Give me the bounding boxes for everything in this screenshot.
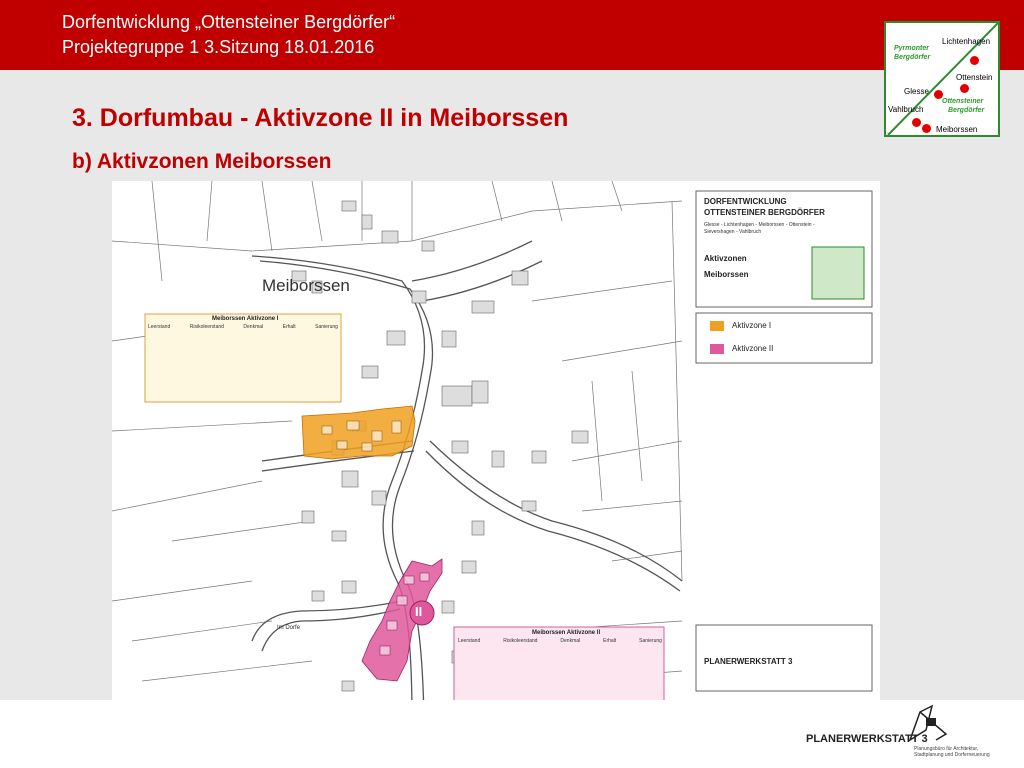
info-villages-1: Glesse - Lichtenhagen - Meiborssen - Ottenstein -	[704, 222, 815, 228]
info-aktivzonen: Aktivzonen	[704, 254, 747, 263]
info-heading-1: DORFENTWICKLUNG	[704, 197, 787, 206]
logo-dot-meiborssen	[922, 124, 931, 133]
zone2-col-2: Denkmal	[560, 638, 581, 644]
zone-marker-label: II	[415, 604, 423, 619]
legend-zone2-label: Aktivzone II	[732, 344, 774, 353]
logo-dot-ottenstein	[960, 84, 969, 93]
legend-zone1-label: Aktivzone I	[732, 321, 772, 330]
header-subtitle: Projektegruppe 1 3.Sitzung 18.01.2016	[62, 37, 375, 57]
zone2-col-4: Sanierung	[639, 638, 662, 644]
info-villages-2: Sievershagen - Vahlbruch	[704, 229, 762, 235]
zone2-col-0: Leerstand	[458, 638, 481, 644]
zone2-col-3: Erhalt	[603, 638, 617, 644]
zone1-box-title: Meiborssen Aktivzone I	[212, 316, 279, 322]
logo-meiborssen: Meiborssen	[936, 125, 978, 134]
village-label: Meiborssen	[262, 276, 350, 295]
zone1-col-3: Erhalt	[282, 324, 296, 330]
footer-sub-1: Planungsbüro für Architektur,	[914, 746, 979, 752]
legend-swatch-zone1	[710, 321, 724, 331]
header-title: Dorfentwicklung „Ottensteiner Bergdörfer“	[62, 12, 396, 32]
zone1-col-4: Sanierung	[315, 324, 338, 330]
zone2-box-title: Meiborssen Aktivzone II	[532, 630, 601, 636]
logo-pyrmonter: Pyrmonter	[894, 45, 930, 52]
zone1-col-1: Risikoleerstand	[189, 324, 224, 330]
zone1-col-0: Leerstand	[148, 324, 171, 330]
place-label: Im Dorfe	[277, 625, 301, 631]
footer-sub-2: Stadtplanung und Dorferneuerung	[914, 752, 990, 758]
logo-dot-lichtenhagen	[970, 56, 979, 65]
logo-dot-vahlbruch	[912, 118, 921, 127]
logo-glesse: Glesse	[904, 87, 929, 96]
info-ort: Meiborssen	[704, 270, 749, 279]
bergdoerfer-logo	[884, 21, 1000, 137]
zone2-box-header	[458, 638, 662, 644]
zone1-box-header	[148, 324, 338, 330]
logo-vahlbruch: Vahlbruch	[888, 105, 924, 114]
info-heading-2: OTTENSTEINER BERGDÖRFER	[704, 208, 825, 217]
slide-subtitle: b) Aktivzonen Meiborssen	[72, 150, 332, 173]
logo-bergdoerfer-2: Bergdörfer	[948, 107, 985, 114]
logo-ottensteiner: Ottensteiner	[942, 98, 984, 105]
footer-brand: PLANERWERKSTATT 3	[806, 733, 928, 745]
planer-panel-brand: PLANERWERKSTATT 3	[704, 657, 793, 666]
logo-ottenstein: Ottenstein	[956, 73, 993, 82]
info-panel-logo	[812, 247, 864, 299]
logo-bergdoerfer: Bergdörfer	[894, 54, 931, 61]
zone2-col-1: Risikoleerstand	[503, 638, 538, 644]
logo-dot-glesse	[934, 90, 943, 99]
legend-swatch-zone2	[710, 344, 724, 354]
header-bar	[0, 0, 1024, 70]
logo-lichtenhagen: Lichtenhagen	[942, 37, 991, 46]
legend-panel	[696, 313, 872, 363]
zone1-col-2: Denkmal	[243, 324, 264, 330]
footer-sub	[914, 746, 990, 758]
slide-title: 3. Dorfumbau - Aktivzone II in Meiborssen	[72, 104, 569, 132]
village-map	[112, 181, 880, 719]
